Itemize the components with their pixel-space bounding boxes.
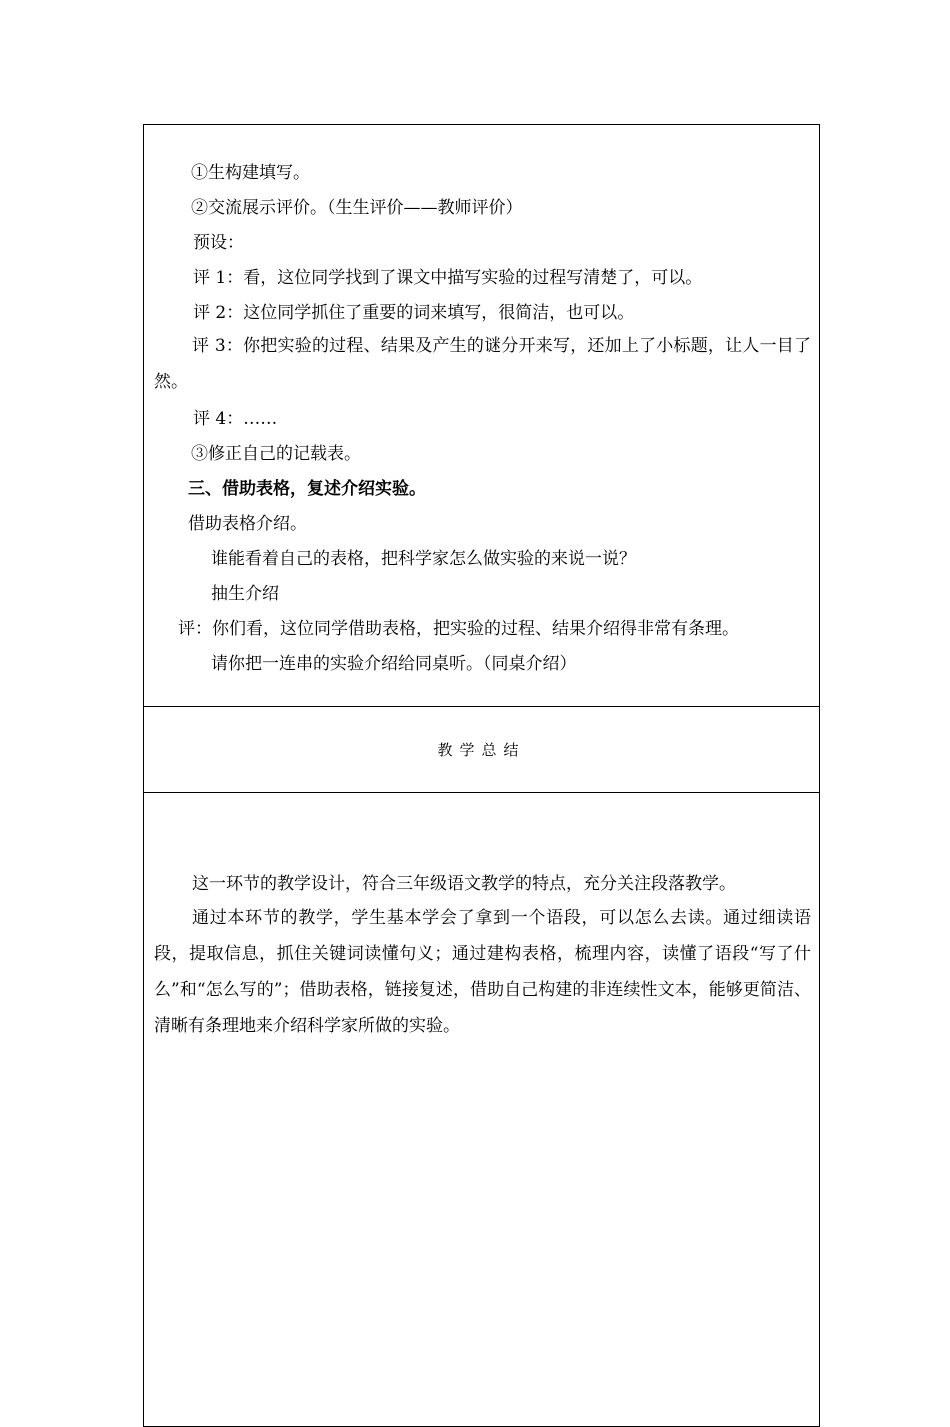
- evaluation-line: 评：你们看，这位同学借助表格，把实验的过程、结果介绍得非常有条理。: [178, 619, 739, 639]
- preset-label: 预设：: [193, 233, 244, 253]
- lesson-table: [143, 124, 820, 1427]
- step-line: ③修正自己的记载表。: [191, 444, 361, 464]
- summary-paragraph: 这一环节的教学设计，符合三年级语文教学的特点，充分关注段落教学。: [192, 874, 736, 894]
- evaluation-line: 评 2：这位同学抓住了重要的词来填写，很简洁，也可以。: [193, 303, 635, 323]
- summary-cell: [144, 792, 819, 1426]
- body-line: 借助表格介绍。: [188, 514, 307, 534]
- step-line: ②交流展示评价。（生生评价——教师评价）: [191, 198, 523, 218]
- body-line: 请你把一连串的实验介绍给同桌听。（同桌介绍）: [211, 654, 577, 674]
- body-line: 抽生介绍: [211, 584, 279, 604]
- question-line: 谁能看着自己的表格，把科学家怎么做实验的来说一说？: [211, 549, 636, 569]
- summary-header-cell: [144, 706, 819, 792]
- step-line: ①生构建填写。: [191, 163, 310, 183]
- evaluation-paragraph: 评 3：你把实验的过程、结果及产生的谜分开来写，还加上了小标题，让人一目了然。: [154, 336, 811, 392]
- section-heading: 三、借助表格，复述介绍实验。: [188, 479, 426, 499]
- summary-paragraph: 通过本环节的教学，学生基本学会了拿到一个语段，可以怎么去读。通过细读语段，提取信息，抓住关键词读懂句义；通过建构表格，梳理内容，读懂了语段“写了什么”和“怎么写的”；借助表格，链接复述，借助自己构建的非连续性文本，能够更简洁、清晰有条理地来介绍科学家所做的实验。: [154, 908, 811, 1036]
- evaluation-line: 评 4：……: [193, 409, 278, 429]
- evaluation-line: 评 1：看，这位同学找到了课文中描写实验的过程写清楚了，可以。: [193, 268, 703, 288]
- section-title: 教学总结: [437, 741, 526, 759]
- teaching-process-cell: [144, 125, 819, 706]
